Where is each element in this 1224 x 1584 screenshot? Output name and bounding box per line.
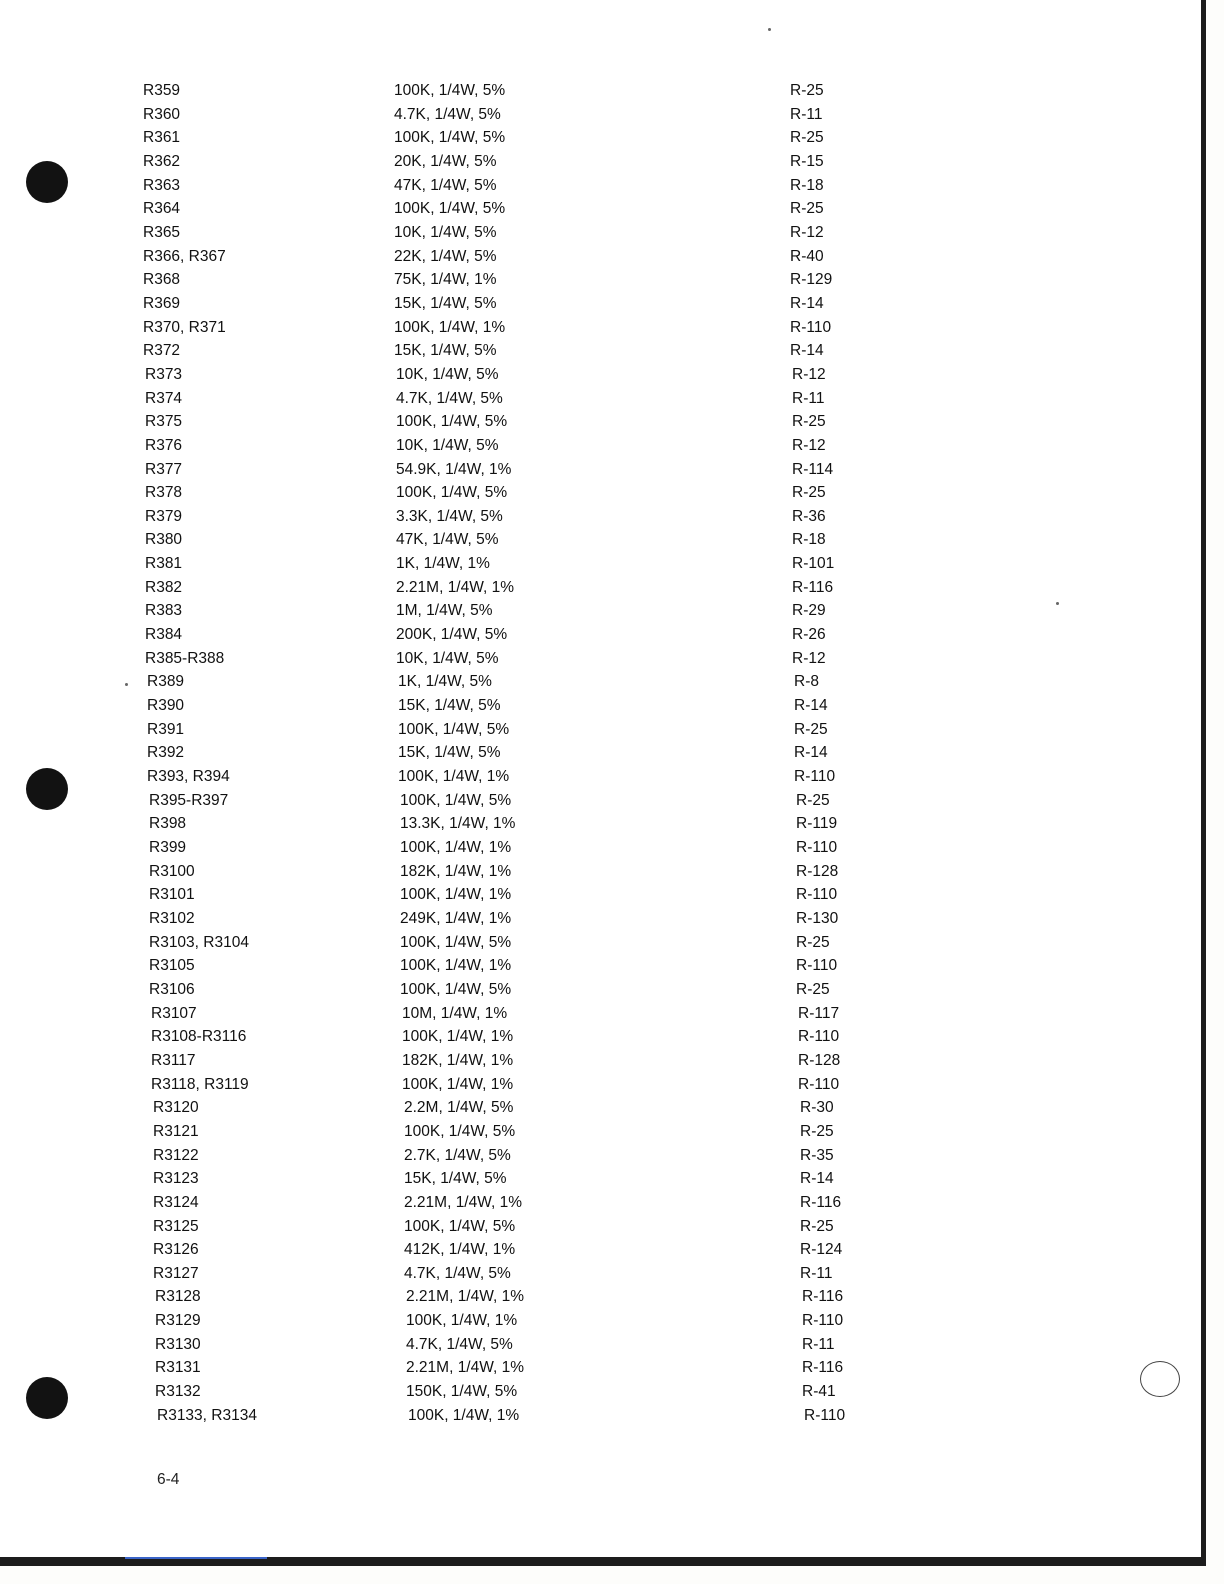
table-row <box>0 387 1206 411</box>
table-row <box>0 576 1206 600</box>
scan-speck <box>768 28 771 31</box>
component-value: 100K, 1/4W, 5% <box>396 413 508 431</box>
part-number: R-8 <box>794 673 819 691</box>
component-value: 100K, 1/4W, 1% <box>400 839 512 856</box>
part-number: R-117 <box>798 1004 840 1022</box>
part-number: R-25 <box>796 980 830 998</box>
component-value: 2.21M, 1/4W, 1% <box>396 578 515 596</box>
component-value: 15K, 1/4W, 5% <box>404 1170 507 1188</box>
part-number: R-36 <box>792 507 826 525</box>
component-value: 15K, 1/4W, 5% <box>394 294 497 312</box>
table-row <box>0 363 1206 387</box>
ref-designator: R363 <box>143 176 181 194</box>
table-row <box>0 1380 1206 1404</box>
table-row <box>0 528 1206 552</box>
component-value: 10K, 1/4W, 5% <box>396 365 499 383</box>
component-value: 100K, 1/4W, 5% <box>394 200 506 218</box>
component-value: 2.2M, 1/4W, 5% <box>404 1099 514 1117</box>
component-value: 15K, 1/4W, 5% <box>398 697 501 715</box>
component-value: 249K, 1/4W, 1% <box>400 909 512 927</box>
table-row <box>0 694 1206 718</box>
table-row <box>0 505 1206 529</box>
part-number: R-12 <box>792 365 826 383</box>
table-row <box>0 907 1206 931</box>
component-value: 47K, 1/4W, 5% <box>396 531 499 549</box>
component-value: 1K, 1/4W, 5% <box>398 673 492 691</box>
ref-designator: R3108-R3116 <box>151 1028 247 1046</box>
part-number: R-11 <box>792 389 825 407</box>
ref-designator: R3129 <box>155 1312 201 1330</box>
ref-designator: R3121 <box>153 1122 199 1140</box>
ref-designator: R399 <box>149 839 187 856</box>
component-value: 4.7K, 1/4W, 5% <box>396 389 503 407</box>
ref-designator: R385-R388 <box>145 649 225 667</box>
ref-designator: R3106 <box>149 980 195 998</box>
component-value: 10K, 1/4W, 5% <box>394 223 497 241</box>
table-row <box>0 1191 1206 1215</box>
component-value: 100K, 1/4W, 5% <box>400 980 512 998</box>
part-number: R-25 <box>790 200 824 218</box>
part-number: R-116 <box>792 578 834 596</box>
part-number: R-116 <box>800 1193 842 1211</box>
component-value: 1M, 1/4W, 5% <box>396 602 493 620</box>
part-number: R-128 <box>798 1051 841 1069</box>
component-value: 4.7K, 1/4W, 5% <box>404 1264 511 1282</box>
table-row <box>0 647 1206 671</box>
ref-designator: R368 <box>143 271 181 289</box>
ref-designator: R373 <box>145 365 183 383</box>
table-row <box>0 316 1206 340</box>
component-value: 100K, 1/4W, 1% <box>402 1075 514 1093</box>
component-value: 2.21M, 1/4W, 1% <box>406 1288 525 1306</box>
component-value: 2.21M, 1/4W, 1% <box>404 1193 523 1211</box>
part-number: R-25 <box>796 791 830 809</box>
ref-designator: R369 <box>143 294 181 312</box>
part-number: R-129 <box>790 271 833 289</box>
part-number: R-25 <box>800 1122 834 1140</box>
part-number: R-25 <box>796 933 830 951</box>
component-value: 100K, 1/4W, 1% <box>402 1028 514 1046</box>
component-value: 100K, 1/4W, 5% <box>398 720 510 738</box>
component-value: 75K, 1/4W, 1% <box>394 271 497 289</box>
bottom-edge-mark <box>125 1557 267 1559</box>
part-number: R-14 <box>794 697 828 715</box>
component-value: 54.9K, 1/4W, 1% <box>396 460 512 478</box>
component-value: 4.7K, 1/4W, 5% <box>394 105 501 123</box>
ref-designator: R375 <box>145 413 183 431</box>
ref-designator: R3133, R3134 <box>157 1406 257 1424</box>
part-number: R-110 <box>794 768 836 786</box>
ref-designator: R3130 <box>155 1335 201 1353</box>
component-value: 15K, 1/4W, 5% <box>398 744 501 762</box>
part-number: R-25 <box>794 720 828 738</box>
part-number: R-14 <box>794 744 828 762</box>
part-number: R-124 <box>800 1241 843 1259</box>
page-number: 6-4 <box>157 1471 180 1488</box>
table-row <box>0 1049 1206 1073</box>
component-value: 100K, 1/4W, 5% <box>400 933 512 951</box>
ref-designator: R3120 <box>153 1099 199 1117</box>
component-value: 100K, 1/4W, 1% <box>398 768 510 786</box>
part-number: R-40 <box>790 247 824 265</box>
table-row <box>0 1262 1206 1286</box>
ref-designator: R392 <box>147 744 185 762</box>
table-row <box>0 552 1206 576</box>
part-number: R-110 <box>796 957 838 975</box>
table-row <box>0 931 1206 955</box>
ref-designator: R359 <box>143 82 181 99</box>
component-value: 20K, 1/4W, 5% <box>394 152 497 170</box>
part-number: R-114 <box>792 460 834 478</box>
ref-designator: R372 <box>143 342 181 360</box>
component-value: 10M, 1/4W, 1% <box>402 1004 508 1022</box>
part-number: R-14 <box>790 342 824 360</box>
part-number: R-101 <box>792 555 835 573</box>
part-number: R-30 <box>800 1099 834 1117</box>
table-row <box>0 954 1206 978</box>
component-value: 412K, 1/4W, 1% <box>404 1241 516 1259</box>
component-value: 100K, 1/4W, 1% <box>400 957 512 975</box>
table-row <box>0 789 1206 813</box>
ref-designator: R395-R397 <box>149 791 229 809</box>
part-number: R-128 <box>796 862 839 880</box>
table-row <box>0 174 1206 198</box>
component-value: 13.3K, 1/4W, 1% <box>400 815 516 833</box>
table-row <box>0 670 1206 694</box>
table-row <box>0 339 1206 363</box>
part-number: R-25 <box>792 484 826 502</box>
table-row <box>0 1025 1206 1049</box>
component-value: 100K, 1/4W, 1% <box>400 886 512 904</box>
table-row <box>0 1167 1206 1191</box>
component-value: 3.3K, 1/4W, 5% <box>396 507 503 525</box>
component-value: 2.21M, 1/4W, 1% <box>406 1359 525 1377</box>
table-row <box>0 79 1206 103</box>
part-number: R-110 <box>798 1028 840 1046</box>
part-number: R-119 <box>796 815 838 833</box>
table-row <box>0 978 1206 1002</box>
part-number: R-130 <box>796 909 839 927</box>
ref-designator: R364 <box>143 200 181 218</box>
table-row <box>0 599 1206 623</box>
ref-designator: R3123 <box>153 1170 199 1188</box>
table-row <box>0 741 1206 765</box>
part-number: R-41 <box>802 1383 836 1401</box>
component-value: 22K, 1/4W, 5% <box>394 247 497 265</box>
ref-designator: R389 <box>147 673 185 691</box>
part-number: R-116 <box>802 1288 844 1306</box>
component-value: 100K, 1/4W, 5% <box>404 1217 516 1235</box>
component-value: 10K, 1/4W, 5% <box>396 436 499 454</box>
table-row <box>0 1073 1206 1097</box>
ref-designator: R3103, R3104 <box>149 933 249 951</box>
parts-list <box>0 79 1206 1427</box>
ref-designator: R370, R371 <box>143 318 226 336</box>
ref-designator: R361 <box>143 129 181 147</box>
table-row <box>0 1215 1206 1239</box>
component-value: 150K, 1/4W, 5% <box>406 1383 518 1401</box>
ref-designator: R3128 <box>155 1288 201 1306</box>
table-row <box>0 410 1206 434</box>
table-row <box>0 836 1206 860</box>
component-value: 100K, 1/4W, 5% <box>404 1122 516 1140</box>
part-number: R-12 <box>792 436 826 454</box>
part-number: R-11 <box>800 1264 833 1282</box>
table-row <box>0 150 1206 174</box>
table-row <box>0 812 1206 836</box>
component-value: 1K, 1/4W, 1% <box>396 555 490 573</box>
ref-designator: R3132 <box>155 1383 201 1401</box>
ref-designator: R3101 <box>149 886 195 904</box>
part-number: R-110 <box>790 318 832 336</box>
ref-designator: R391 <box>147 720 185 738</box>
component-value: 2.7K, 1/4W, 5% <box>404 1146 511 1164</box>
table-row <box>0 434 1206 458</box>
ref-designator: R366, R367 <box>143 247 226 265</box>
ref-designator: R3127 <box>153 1264 199 1282</box>
part-number: R-11 <box>790 105 823 123</box>
component-value: 100K, 1/4W, 1% <box>394 318 506 336</box>
part-number: R-26 <box>792 626 826 644</box>
ref-designator: R379 <box>145 507 183 525</box>
part-number: R-18 <box>790 176 824 194</box>
table-row <box>0 458 1206 482</box>
part-number: R-110 <box>796 839 838 856</box>
table-row <box>0 883 1206 907</box>
ref-designator: R393, R394 <box>147 768 230 786</box>
part-number: R-14 <box>800 1170 834 1188</box>
part-number: R-11 <box>802 1335 835 1353</box>
ref-designator: R383 <box>145 602 183 620</box>
component-value: 15K, 1/4W, 5% <box>394 342 497 360</box>
table-row <box>0 245 1206 269</box>
part-number: R-14 <box>790 294 824 312</box>
ref-designator: R3102 <box>149 909 195 927</box>
ref-designator: R365 <box>143 223 181 241</box>
part-number: R-12 <box>790 223 824 241</box>
table-row <box>0 623 1206 647</box>
part-number: R-15 <box>790 152 824 170</box>
ref-designator: R380 <box>145 531 183 549</box>
component-value: 100K, 1/4W, 1% <box>408 1406 520 1424</box>
part-number: R-35 <box>800 1146 834 1164</box>
ref-designator: R3126 <box>153 1241 199 1259</box>
table-row <box>0 481 1206 505</box>
table-row <box>0 1096 1206 1120</box>
part-number: R-110 <box>796 886 838 904</box>
component-value: 182K, 1/4W, 1% <box>402 1051 514 1069</box>
ref-designator: R3117 <box>151 1051 196 1069</box>
table-row <box>0 765 1206 789</box>
component-value: 10K, 1/4W, 5% <box>396 649 499 667</box>
table-row <box>0 860 1206 884</box>
ref-designator: R374 <box>145 389 183 407</box>
ref-designator: R3124 <box>153 1193 199 1211</box>
component-value: 100K, 1/4W, 5% <box>394 82 506 99</box>
ref-designator: R376 <box>145 436 183 454</box>
component-value: 4.7K, 1/4W, 5% <box>406 1335 513 1353</box>
part-number: R-110 <box>798 1075 840 1093</box>
table-row <box>0 1144 1206 1168</box>
ref-designator: R3107 <box>151 1004 197 1022</box>
ref-designator: R3100 <box>149 862 195 880</box>
table-row <box>0 1404 1206 1428</box>
ref-designator: R360 <box>143 105 181 123</box>
ref-designator: R377 <box>145 460 183 478</box>
ref-designator: R384 <box>145 626 183 644</box>
component-value: 100K, 1/4W, 5% <box>400 791 512 809</box>
table-row <box>0 1285 1206 1309</box>
table-row <box>0 268 1206 292</box>
part-number: R-25 <box>790 82 824 99</box>
ref-designator: R3105 <box>149 957 195 975</box>
part-number: R-25 <box>792 413 826 431</box>
table-row <box>0 1238 1206 1262</box>
component-value: 182K, 1/4W, 1% <box>400 862 512 880</box>
part-number: R-110 <box>802 1312 844 1330</box>
table-row <box>0 1309 1206 1333</box>
ref-designator: R378 <box>145 484 183 502</box>
part-number: R-18 <box>792 531 826 549</box>
table-row <box>0 1333 1206 1357</box>
ref-designator: R390 <box>147 697 185 715</box>
part-number: R-12 <box>792 649 826 667</box>
table-row <box>0 1120 1206 1144</box>
part-number: R-29 <box>792 602 826 620</box>
part-number: R-116 <box>802 1359 844 1377</box>
ref-designator: R362 <box>143 152 181 170</box>
table-row <box>0 718 1206 742</box>
ref-designator: R3122 <box>153 1146 199 1164</box>
table-row <box>0 221 1206 245</box>
part-number: R-25 <box>800 1217 834 1235</box>
table-row <box>0 292 1206 316</box>
component-value: 47K, 1/4W, 5% <box>394 176 497 194</box>
component-value: 100K, 1/4W, 5% <box>394 129 506 147</box>
ref-designator: R381 <box>145 555 183 573</box>
table-row <box>0 1356 1206 1380</box>
ref-designator: R3125 <box>153 1217 199 1235</box>
table-row <box>0 197 1206 221</box>
ref-designator: R398 <box>149 815 187 833</box>
table-row <box>0 1002 1206 1026</box>
table-row <box>0 126 1206 150</box>
component-value: 200K, 1/4W, 5% <box>396 626 508 644</box>
ref-designator: R3118, R3119 <box>151 1075 249 1093</box>
component-value: 100K, 1/4W, 5% <box>396 484 508 502</box>
ref-designator: R382 <box>145 578 183 596</box>
part-number: R-110 <box>804 1406 846 1424</box>
ref-designator: R3131 <box>155 1359 201 1377</box>
component-value: 100K, 1/4W, 1% <box>406 1312 518 1330</box>
part-number: R-25 <box>790 129 824 147</box>
table-row <box>0 103 1206 127</box>
